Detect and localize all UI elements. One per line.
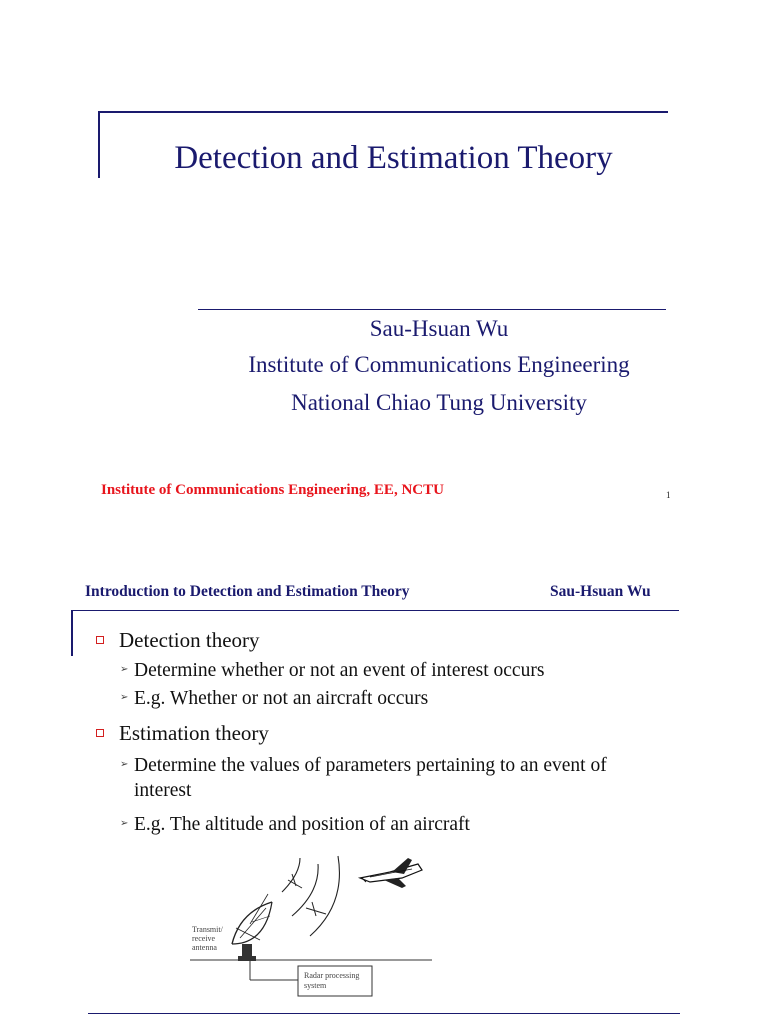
arrow-bullet-icon: ➢	[120, 759, 129, 771]
sub-bullet-text: E.g. The altitude and position of an aircraft	[134, 814, 470, 835]
author-name: Sau-Hsuan Wu	[369, 316, 509, 341]
arrow-bullet-icon: ➢	[120, 664, 129, 676]
svg-text:Radar processing: Radar processing	[304, 971, 360, 980]
pulse-marks	[288, 874, 326, 916]
slide-header-title: Introduction to Detection and Estimation Theory	[85, 583, 410, 600]
square-bullet-icon	[96, 729, 104, 737]
title-top-rule	[98, 111, 668, 113]
page-number: 1	[666, 490, 671, 500]
antenna-dish-icon	[232, 894, 272, 961]
author-university: National Chiao Tung University	[291, 390, 587, 415]
author-institute: Institute of Communications Engineering	[248, 352, 630, 377]
slide-footer: Institute of Communications Engineering, EE, NCTU	[101, 482, 444, 498]
slide-title: Detection and Estimation Theory	[174, 140, 613, 176]
sub-bullet	[120, 686, 428, 712]
square-bullet-icon	[96, 636, 104, 644]
antenna-label: Transmit/ receive antenna	[192, 925, 223, 952]
bottom-rule	[88, 1013, 680, 1014]
svg-text:system: system	[304, 981, 327, 990]
sub-bullet	[120, 753, 680, 803]
bullet-detection-theory	[96, 628, 260, 653]
author-rule	[198, 309, 666, 310]
bullet-label: Detection theory	[119, 628, 260, 652]
radar-wave-arcs	[282, 856, 339, 936]
header-left-rule	[71, 610, 73, 656]
aircraft-icon	[360, 858, 422, 888]
sub-bullet-text: Determine whether or not an event of interest occurs	[134, 660, 545, 681]
radar-illustration	[170, 852, 470, 1012]
sub-bullet-text: Determine the values of parameters pertaining to an event of interest	[134, 755, 607, 801]
arrow-bullet-icon: ➢	[120, 692, 129, 704]
bullet-label: Estimation theory	[119, 721, 269, 745]
slide-header-author: Sau-Hsuan Wu	[550, 583, 651, 600]
radar-processing-box	[250, 961, 372, 996]
sub-bullet	[120, 812, 470, 838]
header-rule	[71, 610, 679, 611]
bullet-estimation-theory	[96, 721, 269, 746]
arrow-bullet-icon: ➢	[120, 818, 129, 830]
sub-bullet	[120, 658, 544, 684]
sub-bullet-text: E.g. Whether or not an aircraft occurs	[134, 688, 429, 709]
